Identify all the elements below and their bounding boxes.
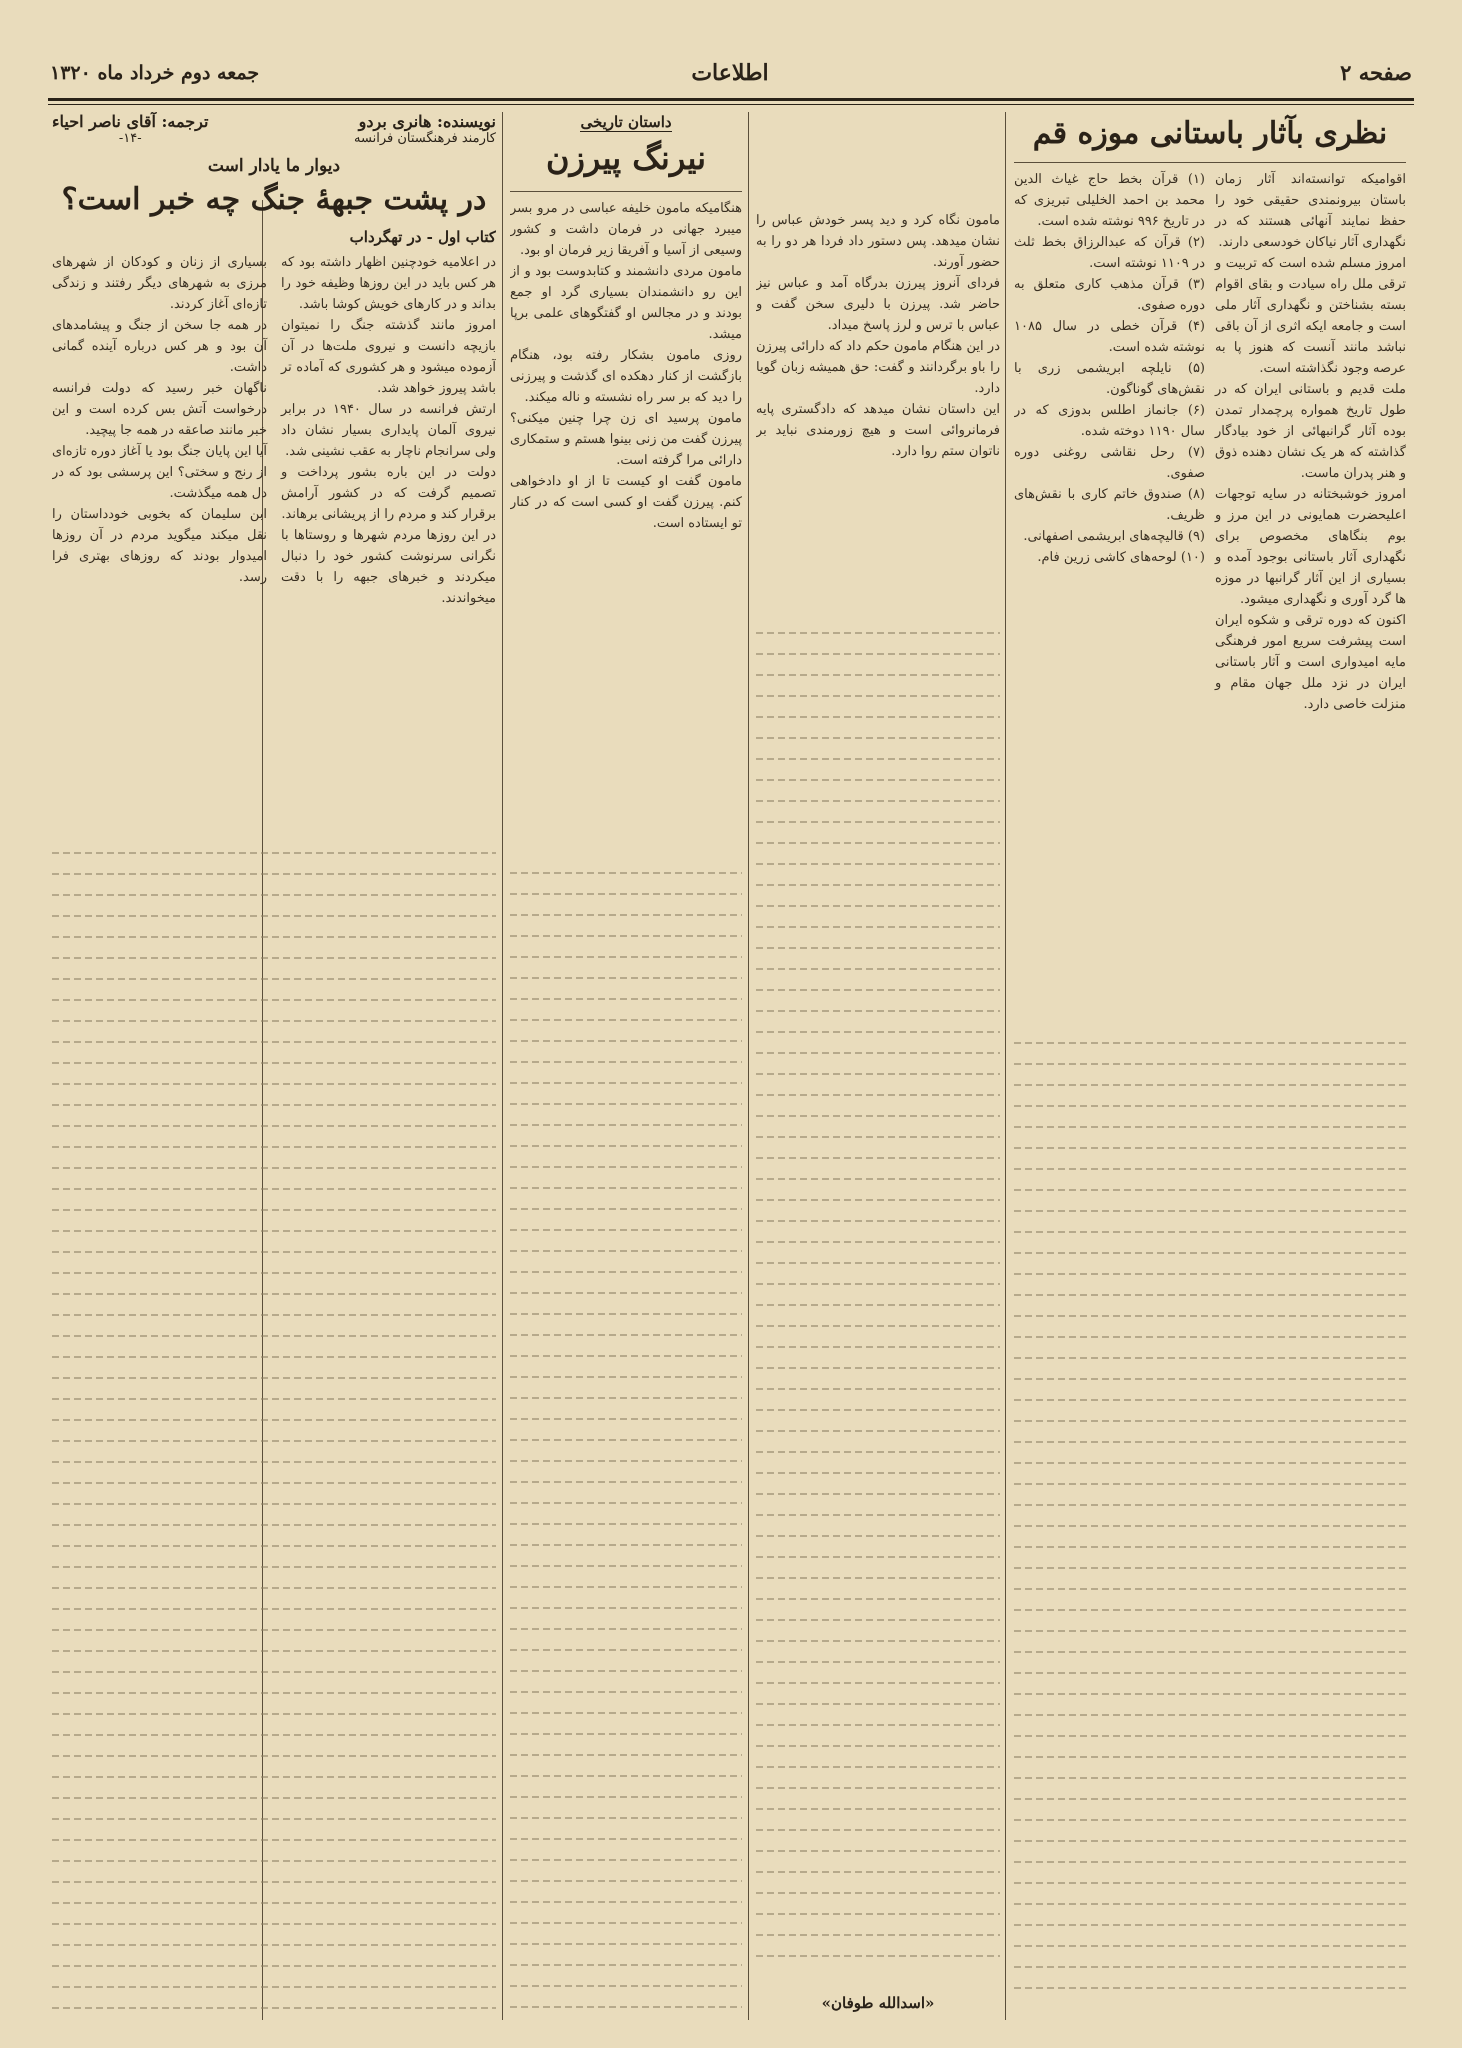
body-text-texture <box>52 852 496 2020</box>
paragraph: مامون گفت او کیست تا از او دادخواهی کنم. پیرزن گفت او کسی است که در کنار تو ایستاده است. <box>510 474 742 531</box>
paragraph: امروز مانند گذشته جنگ را نمیتوان بازیچه دانست و نیروی ملت‌ها در آن آزموده میشود و هر کشوری که آماده تر باشد پیروز خواهد شد. <box>281 318 496 396</box>
article-title: نظری بآثار باستانی موزه قم <box>1032 116 1388 151</box>
masthead <box>50 58 1412 98</box>
article-kicker: دیوار ما یادار است <box>207 156 341 176</box>
story-title: نیرنگ پیرزن <box>545 139 707 177</box>
paragraph: مامون نگاه کرد و دید پسر خودش عباس را نشان میدهد. پس دستور داد فردا هر دو را به حضور آورند. <box>756 213 1000 270</box>
body-text-texture <box>756 632 1000 1960</box>
column-divider <box>748 112 749 2020</box>
section-label: داستان تاریخی <box>580 113 672 131</box>
header-rule <box>48 98 1414 101</box>
paragraph: اقوامیکه توانسته‌اند آثار زمان باستان بیرونمندی حقیقی خود را حفظ نمایند آنهائی هستند که در نگهداری آثار نیاکان خودسعی دارند. <box>1215 172 1406 250</box>
title-rule <box>1014 162 1406 163</box>
paragraph: مامون مردی دانشمند و کتابدوست بود و از این رو دانشمندان بسیاری گرد او جمع بودند و در مجالس او گفتگوهای علمی برپا میشد. <box>510 264 742 342</box>
paragraph: ابن سلیمان که بخوبی خودداستان را نقل میکند میگوید مردم در آن روزها امیدوار بودند که روزهای بهتری فرا رسد. <box>52 507 267 585</box>
column-divider <box>502 112 503 2020</box>
paragraph: مامون پرسید ای زن چرا چنین میکنی؟ پیرزن گفت من زنی بینوا هستم و ستمکاری دارائی مرا گرفته است. <box>510 411 742 468</box>
header-rule-thin <box>48 104 1414 105</box>
list-item: (۶) جانماز اطلس بدوزی که در سال ۱۱۹۰ دوخته شده. <box>1014 403 1205 439</box>
paragraph: ملت قدیم و باستانی ایران که در طول تاریخ همواره پرچمدار تمدن بوده آثار گرانبهائی از خود بیادگار گذاشته که هر یک نشان دهنده ذوق و هنر پدران ماست. <box>1215 382 1406 481</box>
list-item: (۴) قرآن خطی در سال ۱۰۸۵ نوشته شده است. <box>1014 319 1205 355</box>
paragraph: اکنون که دوره ترقی و شکوه ایران است پیشرفت سریع امور فرهنگی مایه امیدواری است و آثار باستانی ایران در نزد ملل جهان مقام و منزلت خاصی دارد. <box>1215 613 1406 712</box>
chapter-heading: کتاب اول - در تهگرداب <box>349 228 496 246</box>
translator: ترجمه: آقای ناصر احیاء <box>52 112 209 131</box>
body-text-texture <box>1014 1042 1406 2020</box>
paragraph: آیا این پایان جنگ بود یا آغاز دوره تازه‌ای از رنج و سختی؟ این پرسشی بود که در دل همه میگذشت. <box>52 444 267 501</box>
column-divider <box>1005 112 1006 2020</box>
author: نویسنده: هانری بردو <box>358 112 496 131</box>
article-museum-qom <box>1014 112 1406 2020</box>
page-number: صفحه ۲ <box>1340 60 1412 85</box>
list-item: (۱) قرآن بخط حاج غیاث الدین محمد بن احمد الخلیلی تبریزی که در تاریخ ۹۹۶ نوشته شده است. <box>1014 172 1205 229</box>
issue-date: جمعه دوم خرداد ماه ۱۳۲۰ <box>50 62 260 84</box>
paragraph: در اعلامیه خودچنین اظهار داشته بود که هر کس باید در این روزها وظیفه خود را بداند و در کارهای خویش کوشا باشد. <box>281 255 496 312</box>
list-item: (۸) صندوق خاتم کاری با نقش‌های ظریف. <box>1014 487 1205 523</box>
list-item: (۲) قرآن که عبدالرزاق بخط ثلث در ۱۱۰۹ نوشته است. <box>1014 235 1205 271</box>
paragraph: ارتش فرانسه در سال ۱۹۴۰ در برابر نیروی آلمان پایداری بسیار نشان داد ولی سرانجام ناچار به عقب نشینی شد. <box>281 402 496 459</box>
article-body <box>1215 169 1406 715</box>
body-text-texture <box>510 872 742 2020</box>
paragraph: ناگهان خبر رسید که دولت فرانسه درخواست آتش بس کرده است و این خبر مانند صاعقه در همه جا پیچید. <box>52 381 267 438</box>
paragraph: امروز خوشبختانه در سایه توجهات اعلیحضرت همایونی در این مرز و بوم بنگاهای مخصوص برای نگهداری آثار باستانی بوجود آمده و بسیاری از این آثار گرانبها در موزه ها گرد آوری و نگهداری میشود. <box>1215 487 1406 607</box>
installment-number: -۱۴- <box>118 131 142 146</box>
paragraph: دولت در این باره بشور پرداخت و تصمیم گرفت که در کشور آرامش برقرار کند و مردم را از پریشانی برهاند. <box>281 465 496 522</box>
article-story-col-a <box>756 112 1000 2020</box>
byline-row <box>52 112 496 146</box>
list-item: (۷) رحل نقاشی روغنی دوره صفوی. <box>1014 445 1205 481</box>
paragraph: بسیاری از زنان و کودکان از شهرهای مرزی به شهرهای دیگر رفتند و زندگی تازه‌ای آغاز کردند. <box>52 255 267 312</box>
author-note: کارمند فرهنگستان فرانسه <box>354 131 496 146</box>
section-label-wrap <box>510 112 742 131</box>
artifact-list <box>1014 169 1205 715</box>
title-rule <box>510 191 742 192</box>
paragraph: در همه جا سخن از جنگ و پیشامدهای آن بود و هر کس درباره آینده گمانی داشت. <box>52 318 267 375</box>
newspaper-name: اطلاعات <box>691 60 769 86</box>
article-title: در پشت جبهۀ جنگ چه خبر است؟ <box>61 182 487 217</box>
author-signature: «اسدالله طوفان» <box>821 1994 935 2012</box>
list-item: (۱۰) لوحه‌های کاشی زرین فام. <box>1037 550 1205 565</box>
paragraph: در این هنگام مامون حکم داد که دارائی پیرزن را باو برگردانند و گفت: حق همیشه زبان گویا دارد. <box>756 339 1000 396</box>
paragraph: فردای آنروز پیرزن بدرگاه آمد و عباس نیز حاضر شد. پیرزن با دلیری سخن گفت و عباس با ترس و لرز پاسخ میداد. <box>756 276 1000 333</box>
paragraph: امروز مسلم شده است که تربیت و ترقی ملل راه سیادت و بقای اقوام بسته بشناختن و نگهداری آثار ملی است و جامعه ایکه اثری از آن باقی نباشد مانند آنست که هنوز پا به عرصه وجود نگذاشته است. <box>1215 256 1406 376</box>
list-item: (۳) قرآن مذهب کاری متعلق به دوره صفوی. <box>1014 277 1205 313</box>
paragraph: در این روزها مردم شهرها و روستاها با نگرانی سرنوشت کشور خود را دنبال میکردند و خبرهای جبهه را با دقت میخواندند. <box>281 528 496 606</box>
list-item: (۵) نایلچه ابریشمی زری با نقش‌های گوناگون. <box>1014 361 1205 397</box>
list-item: (۹) قالیچه‌های ابریشمی اصفهانی. <box>1023 529 1205 544</box>
paragraph: روزی مامون بشکار رفته بود، هنگام بازگشت از کنار دهکده ای گذشت و پیرزنی را دید که بر سر راه نشسته و ناله میکند. <box>510 348 742 405</box>
paragraph: این داستان نشان میدهد که دادگستری پایه فرمانروائی است و هیچ زورمندی نباید بر ناتوان ستم روا دارد. <box>756 402 1000 459</box>
article-war-front <box>52 112 496 2020</box>
paragraph: هنگامیکه مامون خلیفه عباسی در مرو بسر میبرد جهانی در فرمان داشت و کشور وسیعی از آسیا و آفریقا زیر فرمان او بود. <box>510 201 742 258</box>
article-story-col-b <box>510 112 742 2020</box>
